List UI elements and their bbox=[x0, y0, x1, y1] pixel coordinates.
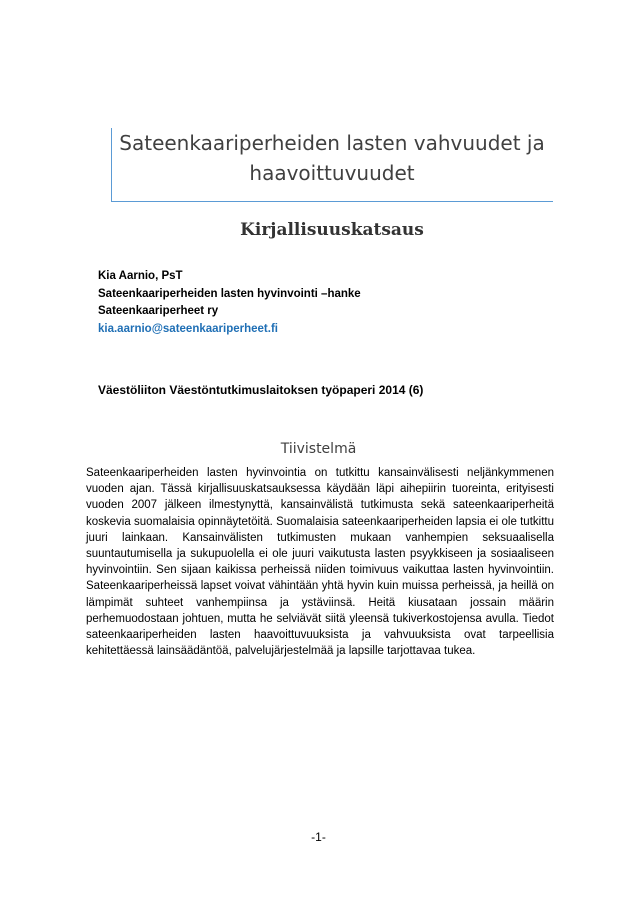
author-organization: Sateenkaariperheet ry bbox=[98, 305, 219, 317]
author-block bbox=[98, 268, 361, 338]
title-border-bottom bbox=[111, 201, 553, 202]
title-line-1: Sateenkaariperheiden lasten vahvuudet ja bbox=[119, 131, 545, 155]
abstract-heading: Tiivistelmä bbox=[280, 441, 357, 457]
title-line-2: haavoittuvuudet bbox=[249, 161, 415, 185]
abstract-text: Sateenkaariperheiden lasten hyvinvointia on tutkittu kansainvälisesti neljänkymmenen vuoden ajan. Tässä kirjallisuuskatsauksessa käydään läpi aihepiirin tuoreinta, erityisesti vuoden 2007 jälkeen ilmestynyttä, kansainvälistä tutkimusta sekä sateenkaariperheitä koskevia suomalaisia opinnäytetöitä. Suomalaisia sateenkaariperheiden lapsia ei ole tutkittu juuri lainkaan. Kansainvälisten tutkimusten mukaan vanhempien seksuaalisella suuntautumisella ja sukupuolella ei ole juuri vaikutusta lasten psyykkiseen ja sosiaaliseen hyvinvointiin. Sen sijaan kaikissa perheissä niiden toimivuus vaikuttaa lasten hyvinvointiin. Sateenkaariperheissä lapset voivat vähintään yhtä hyvin kuin muissa perheissä, ja heillä on lämpimät suhteet vanhempiinsa ja ystäviinsä. Heitä kiusataan jossain määrin perhemuodostaan johtuen, mutta he selviävät siitä yleensä tukiverkostojensa avulla. Tiedot sateenkaariperheiden lasten haavoittuvuuksista ja vahvuuksista ovat tarpeellisia kehitettäessä lainsäädäntöä, palvelujärjestelmää ja lapsille tarjottavaa tukea. bbox=[86, 467, 554, 658]
author-name: Kia Aarnio, PsT bbox=[98, 270, 183, 282]
author-project: Sateenkaariperheiden lasten hyvinvointi –hanke bbox=[98, 287, 361, 300]
author-email-link[interactable]: kia.aarnio@sateenkaariperheet.fi bbox=[98, 322, 278, 335]
working-paper-label: Väestöliiton Väestöntutkimuslaitoksen työpaperi 2014 (6) bbox=[98, 383, 424, 397]
document-title bbox=[111, 128, 553, 188]
page-number: -1- bbox=[311, 830, 326, 844]
document-subtitle: Kirjallisuuskatsaus bbox=[240, 220, 424, 240]
